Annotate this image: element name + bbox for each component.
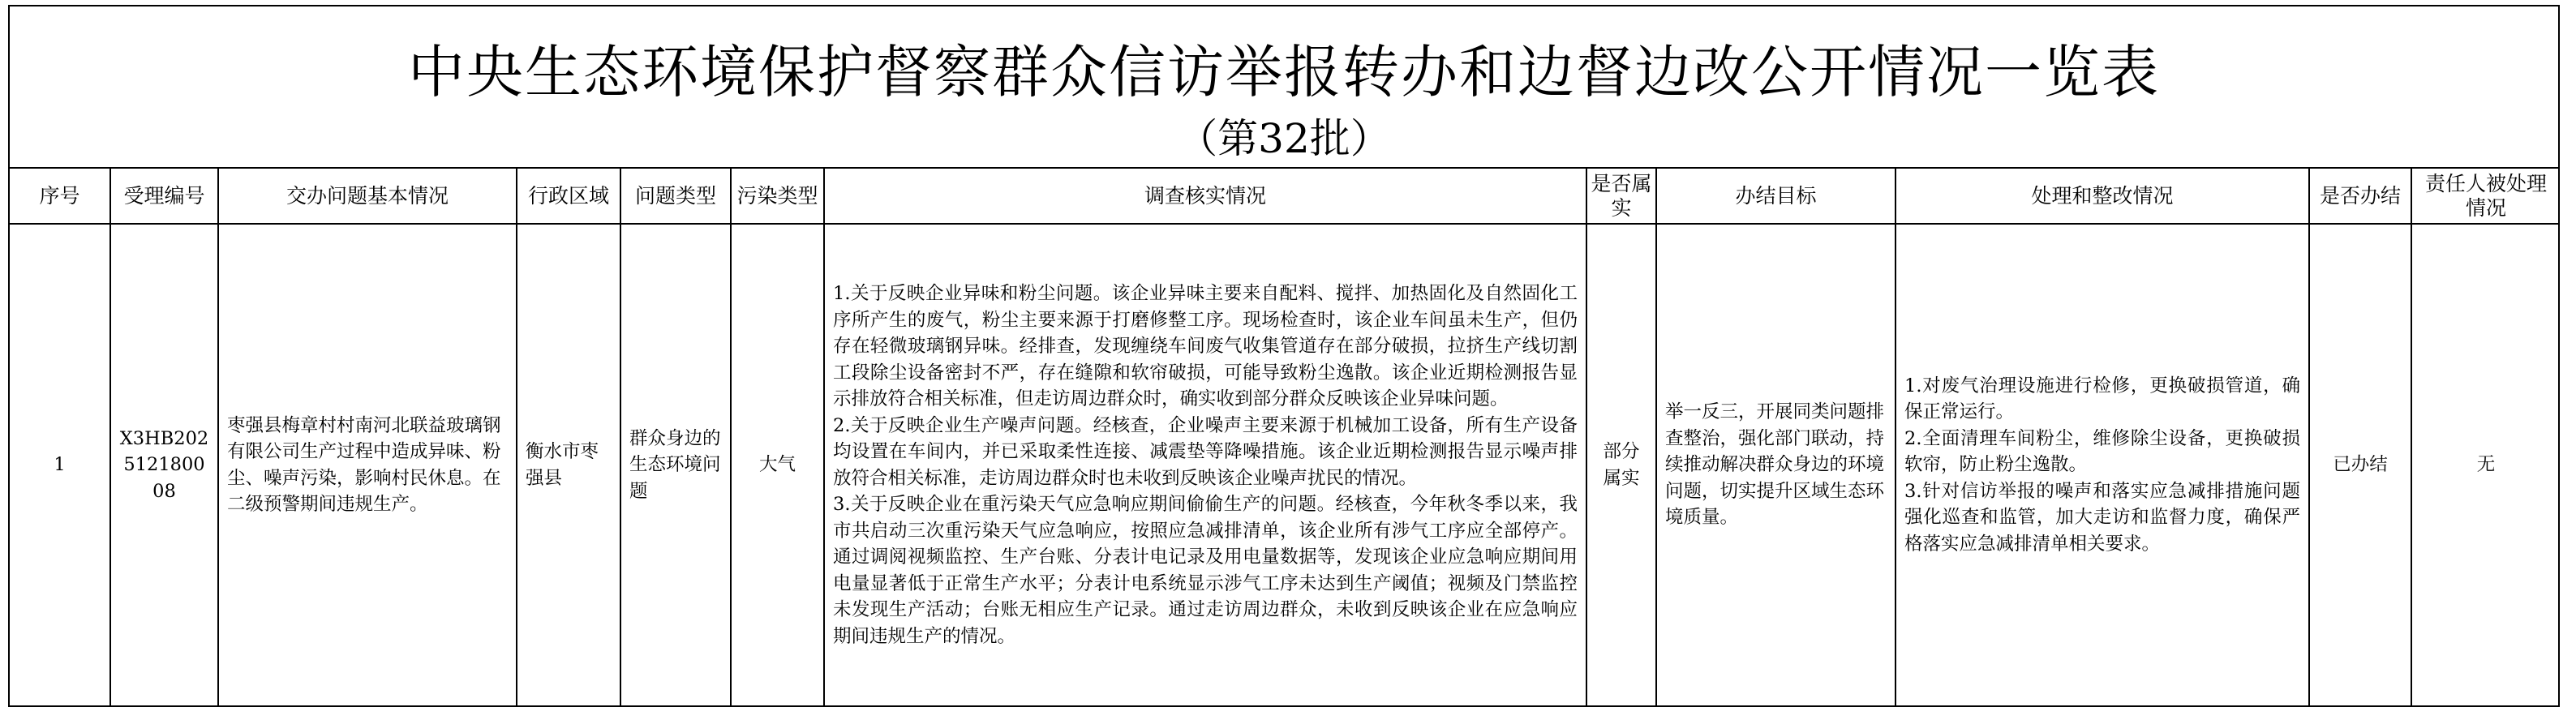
cell-pollution-type: 大气 (731, 224, 824, 705)
cell-case-no: X3HB202512180008 (110, 224, 218, 705)
header-investigation: 调查核实情况 (824, 169, 1586, 224)
investigation-item: 1.关于反映企业异味和粉尘问题。该企业异味主要来自配料、搅拌、加热固化及自然固化工序所产生的废气，粉尘主要来源于打磨修整工序。现场检查时，该企业车间虽未生产，但仍存在轻微玻璃钢异味。经排查，发现缠绕车间废气收集管道存在部分破损，拉挤生产线切割工段除尘设备密封不严，存在缝隙和软帘破损，可能导致粉尘逸散。该企业近期检测报告显示排放符合相关标准，但走访周边群众时，确实收到部分群众反映该企业异味问题。 (833, 283, 1578, 409)
batch-label: （第32批） (1177, 115, 1391, 162)
title-block (10, 6, 2558, 169)
cell-closed: 已办结 (2309, 224, 2411, 705)
rectification-item: 1.对废气治理设施进行检修，更换破损管道，确保正常运行。 (1904, 375, 2300, 423)
header-row (10, 169, 2560, 224)
cell-region: 衡水市枣强县 (517, 224, 620, 705)
header-pollution-type: 污染类型 (731, 169, 824, 224)
cell-issue-type: 群众身边的生态环境问题 (620, 224, 731, 705)
cell-accountability: 无 (2411, 224, 2560, 705)
header-issue: 交办问题基本情况 (218, 169, 517, 224)
table-row (10, 224, 2560, 705)
rectification-item: 3.针对信访举报的噪声和落实应急减排措施问题强化巡查和监管，加大走访和监督力度，确保严格落实应急减排清单相关要求。 (1904, 480, 2300, 555)
report-sheet (8, 5, 2560, 707)
investigation-item: 3.关于反映企业在重污染天气应急响应期间偷偷生产的问题。经核查，今年秋冬季以来，我市共启动三次重污染天气应急响应，按照应急减排清单，该企业所有涉气工序应全部停产。通过调阅视频监控、生产台账、分表计电记录及用电量数据等，发现该企业应急响应期间用电量显著低于正常生产水平；分表计电系统显示涉气工序未达到生产阈值；视频及门禁监控未发现生产活动；台账无相应生产记录。通过走访周边群众，未收到反映该企业在应急响应期间违规生产的情况。 (833, 494, 1578, 647)
investigation-item: 2.关于反映企业生产噪声问题。经核查，企业噪声主要来源于机械加工设备，所有生产设备均设置在车间内，并已采取柔性连接、减震垫等降噪措施。该企业近期检测报告显示噪声排放符合相关标准，走访周边群众时也未收到反映该企业噪声扰民的情况。 (833, 414, 1578, 489)
cell-rectification (1896, 224, 2309, 705)
cell-seq: 1 (10, 224, 110, 705)
header-closed: 是否办结 (2309, 169, 2411, 224)
header-region: 行政区域 (517, 169, 620, 224)
header-goal: 办结目标 (1656, 169, 1896, 224)
cell-verified: 部分属实 (1586, 224, 1656, 705)
cell-issue: 枣强县梅章村村南河北联益玻璃钢有限公司生产过程中造成异味、粉尘、噪声污染，影响村民休息。在二级预警期间违规生产。 (218, 224, 517, 705)
header-case-no: 受理编号 (110, 169, 218, 224)
header-seq: 序号 (10, 169, 110, 224)
header-accountability: 责任人被处理情况 (2411, 169, 2560, 224)
report-table (10, 169, 2560, 705)
header-rectification: 处理和整改情况 (1896, 169, 2309, 224)
header-issue-type: 问题类型 (620, 169, 731, 224)
cell-investigation (824, 224, 1586, 705)
cell-goal: 举一反三，开展同类问题排查整治，强化部门联动，持续推动解决群众身边的环境问题，切实提升区域生态环境质量。 (1656, 224, 1896, 705)
rectification-item: 2.全面清理车间粉尘，维修除尘设备，更换破损软帘，防止粉尘逸散。 (1904, 427, 2300, 476)
header-verified: 是否属实 (1586, 169, 1656, 224)
page-title: 中央生态环境保护督察群众信访举报转办和边督边改公开情况一览表 (408, 39, 2160, 105)
